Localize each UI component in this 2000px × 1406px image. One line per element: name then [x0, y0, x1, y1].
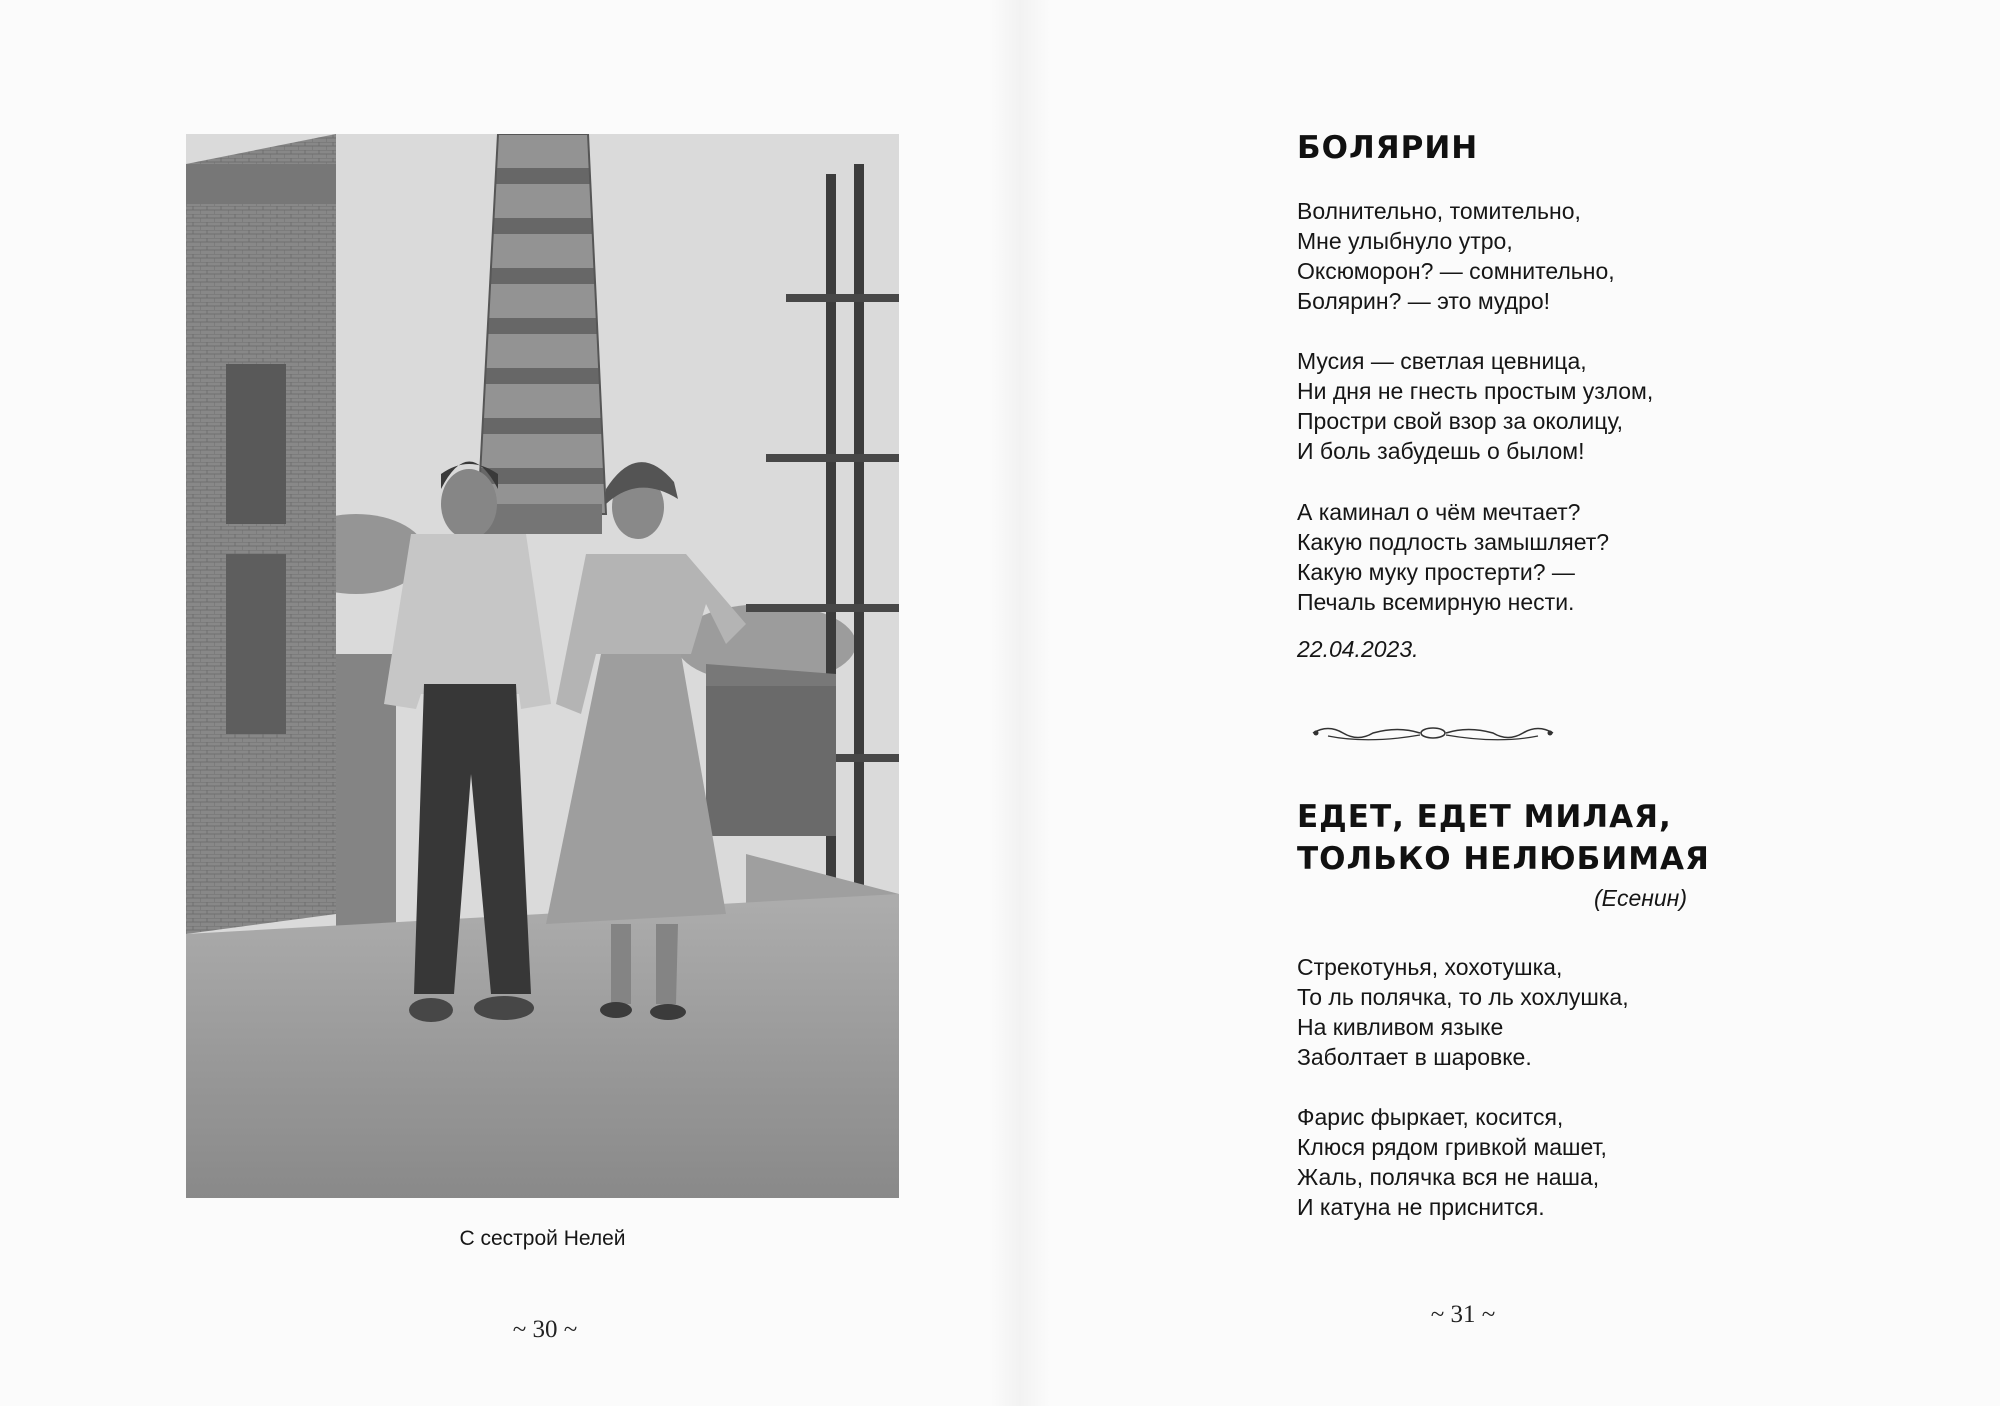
poem2-title-line1: ЕДЕТ, ЕДЕТ МИЛАЯ, [1297, 799, 1672, 835]
stanza-text: Стрекотунья, хохотушка, То ль полячка, то ль хохлушка, На кивливом языке Заболтает в шаровке. [1297, 954, 1629, 1070]
book-gutter [990, 0, 1050, 1406]
flourish-divider-icon [1308, 720, 1558, 746]
poem2-title-line2: ТОЛЬКО НЕЛЮБИМАЯ [1297, 841, 1710, 877]
poem2-title-block [1297, 796, 1737, 880]
page-number-left: ~ 30 ~ [512, 1316, 578, 1343]
stanza-text: А каминал о чём мечтает? Какую подлость замышляет? Какую муку простерти? — Печаль всемирную нести. [1297, 499, 1610, 615]
stanza-text: Волнительно, томительно, Мне улыбнуло утро, Оксюморон? — сомнительно, Болярин? — это мудро! [1297, 198, 1615, 314]
photograph-two-people-in-front-of-minaret [186, 134, 899, 1198]
poem1-stanza-2 [1297, 346, 1737, 466]
poem1-title: БОЛЯРИН [1297, 130, 1479, 166]
poem2-epigraph [1297, 883, 1687, 913]
poem2-stanza-2 [1297, 1102, 1737, 1222]
poem2-stanza-1 [1297, 952, 1737, 1072]
photo-caption: С сестрой Нелей [459, 1227, 626, 1250]
poem-epigraph: (Есенин) [1593, 885, 1687, 911]
stanza-text: Мусия — светлая цевница, Ни дня не гнесть простым узлом, Простри свой взор за околицу, И боль забудешь о былом! [1297, 348, 1654, 464]
poem1-stanza-1 [1297, 196, 1737, 316]
poem1-date [1297, 634, 1737, 664]
poem-date: 22.04.2023. [1297, 636, 1419, 662]
page-number-right: ~ 31 ~ [1430, 1301, 1496, 1328]
poem1-title-block [1297, 130, 1737, 166]
poem1-stanza-3 [1297, 497, 1737, 617]
stanza-text: Фарис фыркает, косится, Клюся рядом гривкой машет, Жаль, полячка вся не наша, И катуна не приснится. [1297, 1104, 1607, 1220]
